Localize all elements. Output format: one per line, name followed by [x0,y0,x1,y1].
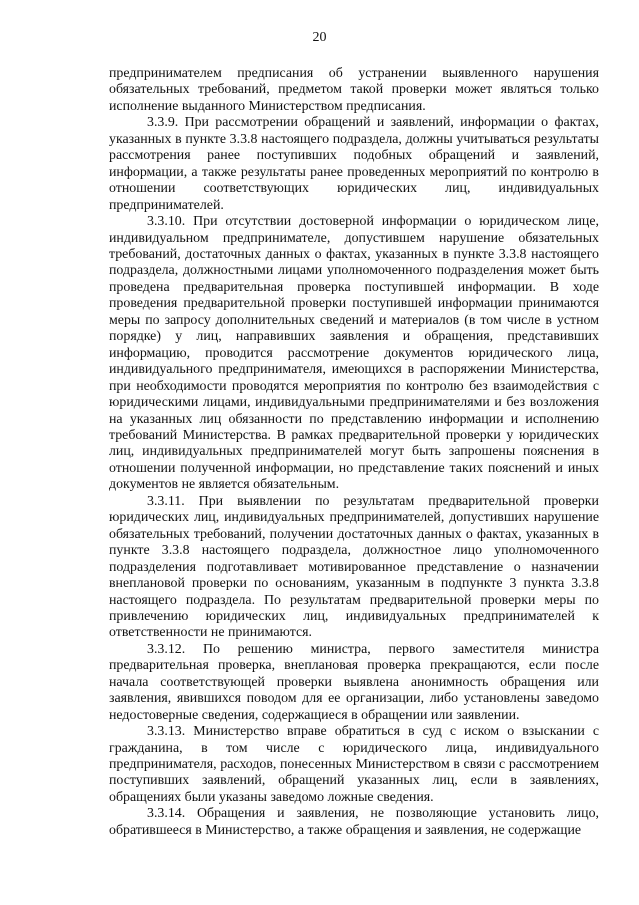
paragraph-3-3-13: 3.3.13. Министерство вправе обратиться в суд с иском о взыскании с гражданина, в том числе с юридического лица, индивидуального предпринимателя, расходов, понесенных Министерством в связи с рассмотрением поступивших заявлений, обращений указанных лиц, если в заявлениях, обращениях были указаны заведомо ложные сведения. [109,724,599,805]
paragraph-3-3-11: 3.3.11. При выявлении по результатам предварительной проверки юридических лиц, индивидуальных предпринимателей, допустивших нарушение обязательных требований, получении достаточных данных о фактах, указанных в пункте 3.3.8 настоящего подраздела, должностное лицо уполномоченного подразделения подготавливает мотивированное представление о назначении внеплановой проверки по основаниям, указанным в подпункте 3 пункта 3.3.8 настоящего подраздела. По результатам предварительной проверки меры по привлечению юридических лиц, индивидуальных предпринимателей к ответственности не принимаются. [109,493,599,641]
paragraph-3-3-9: 3.3.9. При рассмотрении обращений и заявлений, информации о фактах, указанных в пункте 3.3.8 настоящего подраздела, должны учитываться результаты рассмотрения ранее поступивших подобных обращений и заявлений, информации, а также результаты ранее проведенных мероприятий по контролю в отношении соответствующих юридических лиц, индивидуальных предпринимателей. [109,115,599,213]
paragraph-3-3-10: 3.3.10. При отсутствии достоверной информации о юридическом лице, индивидуальном предпринимателе, допустившем нарушение обязательных требований, достаточных данных о фактах, указанных в пункте 3.3.8 настоящего подраздела, должностными лицами уполномоченного подразделения может быть проведена предварительная проверка поступившей информации. В ходе проведения предварительной проверки поступившей информации принимаются меры по запросу дополнительных сведений и материалов (в том числе в устном порядке) у лиц, направивших заявления и обращения, представивших информацию, проводится рассмотрение документов юридического лица, индивидуального предпринимателя, имеющихся в распоряжении Министерства, при необходимости проводятся мероприятия по контролю без взаимодействия с юридическими лицами, индивидуальными предпринимателями и без возложения на указанных лиц обязанности по представлению информации и исполнению требований Министерства. В рамках предварительной проверки у юридических лиц, индивидуальных предпринимателей могут быть запрошены пояснения в отношении полученной информации, но представление таких пояснений и иных документов не является обязательным. [109,214,599,493]
paragraph-3-3-12: 3.3.12. По решению министра, первого заместителя министра предварительная проверка, внеплановая проверка прекращаются, если после начала соответствующей проверки выявлена анонимность обращения или заявления, явившихся поводом для ее организации, либо установлены заведомо недостоверные сведения, содержащиеся в обращении или заявлении. [109,641,599,723]
paragraph-continuation: предпринимателем предписания об устранении выявленного нарушения обязательных требований, предметом такой проверки может являться только исполнение выданного Министерством предписания. [109,66,599,114]
document-body [109,66,599,839]
page-number: 20 [312,30,327,45]
paragraph-3-3-14: 3.3.14. Обращения и заявления, не позволяющие установить лицо, обратившееся в Министерство, а также обращения и заявления, не содержащие [109,806,599,838]
